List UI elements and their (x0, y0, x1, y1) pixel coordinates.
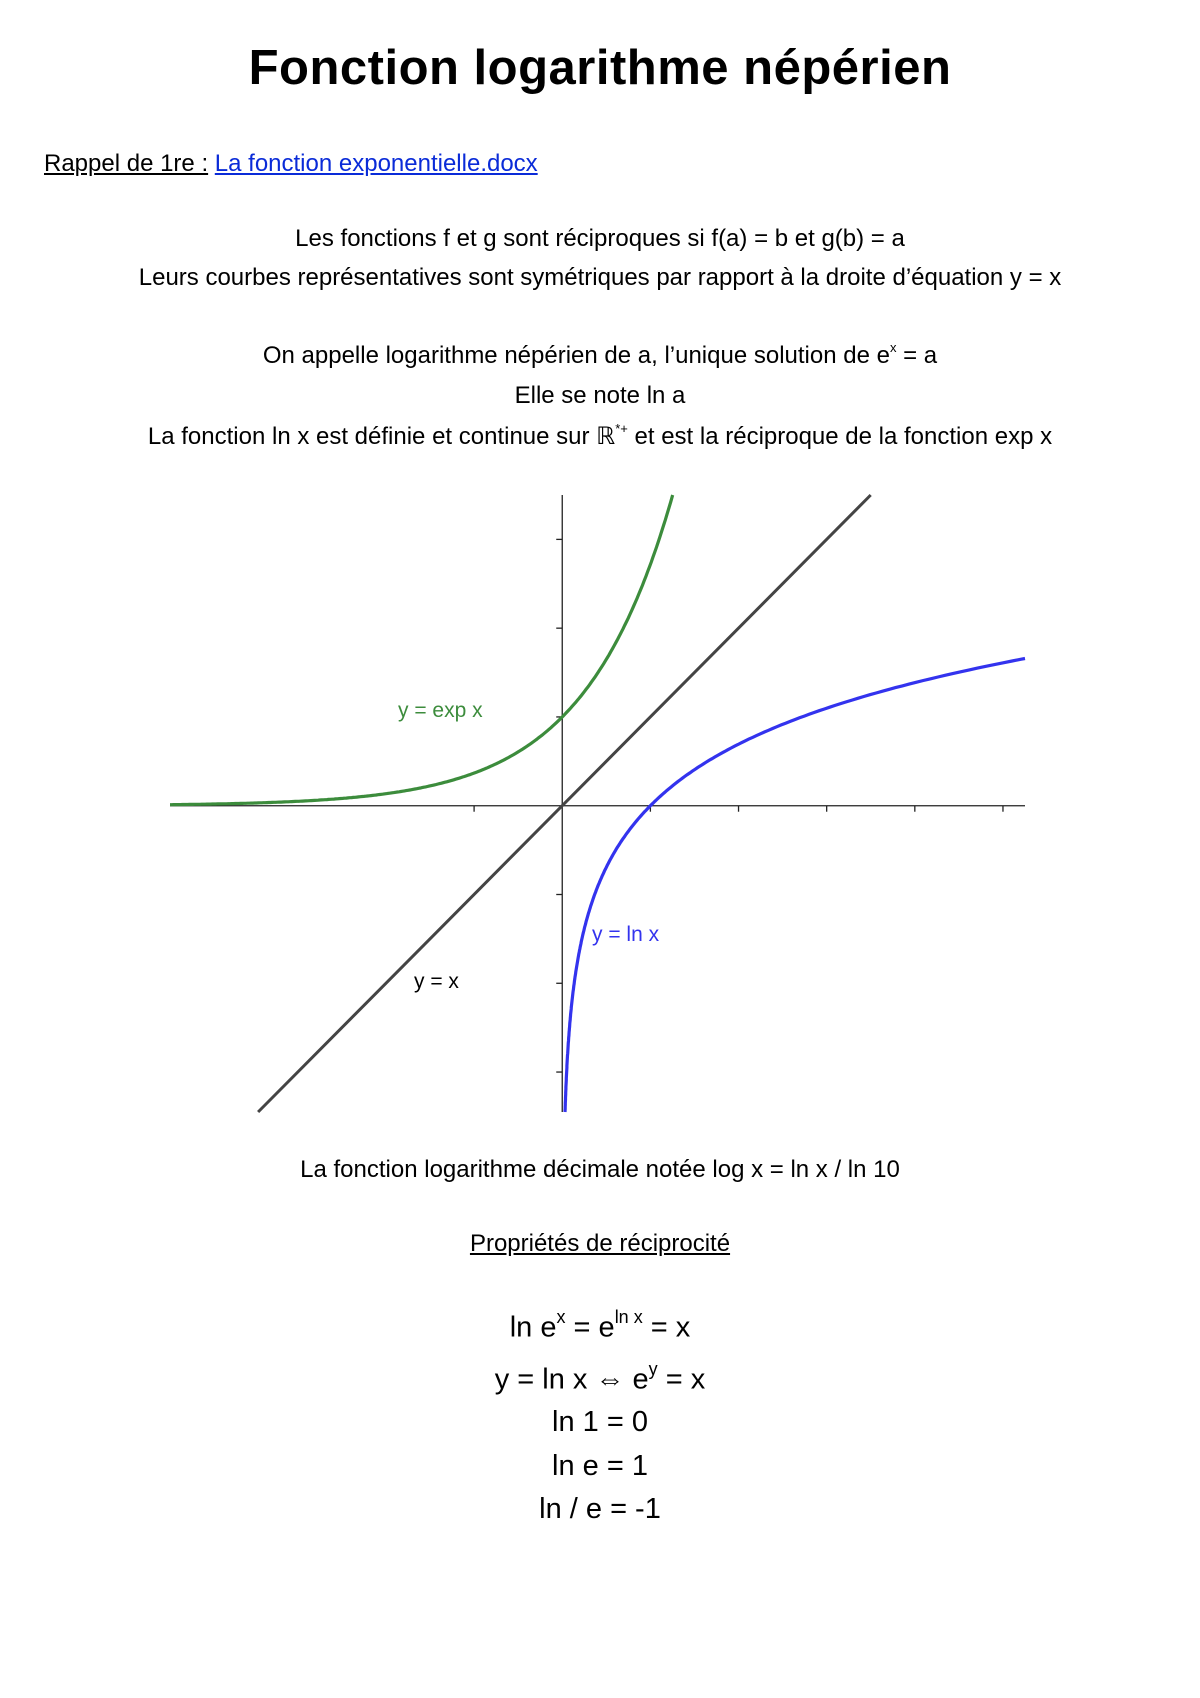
property-ln-e: ln e = 1 (552, 1450, 648, 1482)
ln-definition (0, 342, 1200, 370)
identity-line-label: y = x (414, 970, 459, 993)
real-set-symbol: ℝ (596, 423, 616, 450)
ln-domain (0, 422, 1200, 451)
page-title: Fonction logarithme népérien (248, 41, 952, 95)
log-definition: La fonction logarithme décimale notée log x = ln x / ln 10 (300, 1156, 900, 1183)
property-ln-one: ln 1 = 0 (552, 1406, 648, 1438)
property-equivalence-b: = x (657, 1363, 706, 1396)
property-inverse-b-exp: ln x (614, 1307, 643, 1327)
ln-definition-exponent: x (889, 340, 897, 355)
rappel-line (44, 150, 538, 178)
definition-line-2: Leurs courbes représentatives sont symétriques par rapport à la droite d’équation y = x (138, 264, 1062, 291)
property-equivalence-exp: y (648, 1359, 658, 1379)
property-equivalence-a: y = ln x ⇔ e (494, 1363, 649, 1396)
identity-line (258, 495, 871, 1112)
ln-definition-text: On appelle logarithme népérien de a, l’unique solution de e (262, 342, 890, 369)
property-inverse (0, 1307, 1200, 1345)
ln-notation: Elle se note ln a (514, 382, 686, 409)
property-inverse-a-exp: x (556, 1307, 566, 1327)
property-equivalence (0, 1359, 1200, 1397)
property-inverse-a: ln e (509, 1311, 557, 1344)
graph-ticks (474, 539, 1003, 1072)
rappel-label: Rappel de 1re : (44, 150, 209, 177)
exp-curve-label: y = exp x (398, 699, 483, 722)
property-inverse-b: = e (565, 1311, 615, 1344)
ln-curve-label: y = ln x (592, 923, 660, 946)
property-ln-inverse-e: ln / e = -1 (539, 1493, 661, 1525)
ln-curve (565, 659, 1025, 1113)
property-inverse-c: = x (642, 1311, 691, 1344)
real-set-superscript: *+ (615, 421, 628, 436)
ln-domain-end: et est la réciproque de la fonction exp x (627, 423, 1053, 450)
ln-domain-text: La fonction ln x est définie et continue sur (147, 423, 597, 450)
exponential-doc-link[interactable]: La fonction exponentielle.docx (214, 150, 538, 177)
graph-axes (170, 495, 1025, 1112)
ln-definition-end: = a (896, 342, 938, 369)
definition-line-1: Les fonctions f et g sont réciproques si f(a) = b et g(b) = a (295, 225, 905, 252)
properties-title: Propriétés de réciprocité (469, 1230, 731, 1257)
exp-curve (170, 495, 673, 805)
